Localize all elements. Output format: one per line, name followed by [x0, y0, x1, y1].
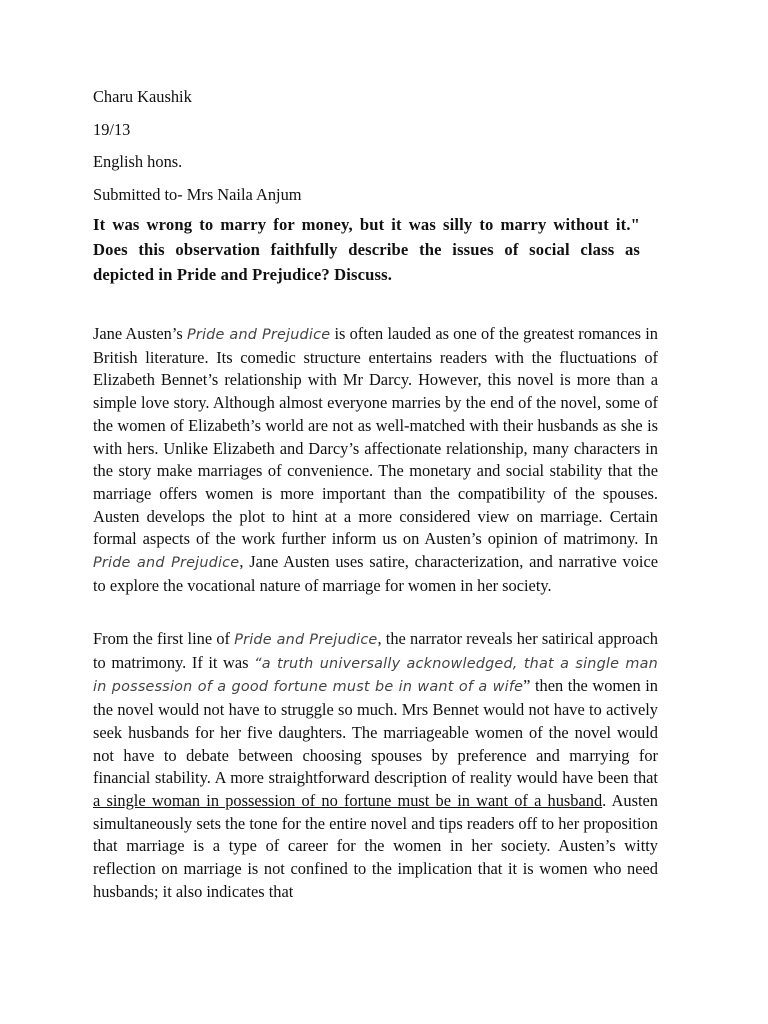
course-name: English hons. [93, 152, 183, 171]
p2-text-1: From the first line of [93, 629, 235, 648]
p1-text-3: , Jane Austen uses satire, characterization, and narrative voice to explore the vocational nature of marriage for women in her society. [93, 552, 658, 595]
essay-title: It was wrong to marry for money, but it was silly to marry without it." Does this observation faithfully describe the issues of social class as depicted in Pride and Prejudice? Discuss. [93, 215, 640, 284]
p2-italic-title: Pride and Prejudice [234, 632, 378, 648]
p1-italic-title-1: Pride and Prejudice [186, 327, 331, 343]
p1-italic-title-2: Pride and Prejudice [93, 555, 240, 572]
p2-text-4: . Austen simultaneously sets the tone for the entire novel and tips readers off to her proposition that marriage is a type of career for the women in her society. Austen’s witty reflection on marriage is not confined to the implication that it is women who need husbands; it also indicates that [93, 790, 658, 901]
submitted-to: Submitted to- Mrs Naila Anjum [93, 184, 302, 204]
author-name: Charu Kaushik [93, 87, 192, 106]
paragraph-1 [93, 323, 658, 597]
p2-text-2: , the narrator reveals her satirical approach to matrimony. If it was [93, 629, 658, 672]
roll-number: 19/13 [93, 119, 131, 139]
p2-italic-quote: “a truth universally acknowledged, that a single man in possession of a good fortune must be in want of a wife [93, 655, 658, 696]
paragraph-2 [93, 628, 658, 903]
p2-text-3: ” then the women in the novel would not have to struggle so much. Mrs Bennet would not have to actively seek husbands for her five daughters. The marriageable women of the novel would not have to debate between choosing spouses by preference and marrying for financial stability. A more straightforward description of reality would have been that [93, 676, 658, 788]
p1-text-1: Jane Austen’s [93, 324, 187, 343]
p1-text-2: is often lauded as one of the greatest romances in British literature. Its comedic structure entertains readers with the fluctuations of Elizabeth Bennet’s relationship with Mr Darcy. However, this novel is more than a simple love story. Although almost everyone marries by the end of the novel, some of the women of Elizabeth’s world are not as well-matched with their husbands as she is with hers. Unlike Elizabeth and Darcy’s affectionate relationship, many characters in the story make marriages of convenience. The monetary and social stability that the marriage offers women is more important than the compatibility of the spouses. Austen develops the plot to hint at a more considered view on marriage. Certain formal aspects of the work further inform us on Austen’s opinion of matrimony. In [93, 324, 658, 549]
document-page [93, 86, 693, 901]
p2-underlined-phrase: a single woman in possession of no fortune must be in want of a husband [93, 790, 603, 810]
